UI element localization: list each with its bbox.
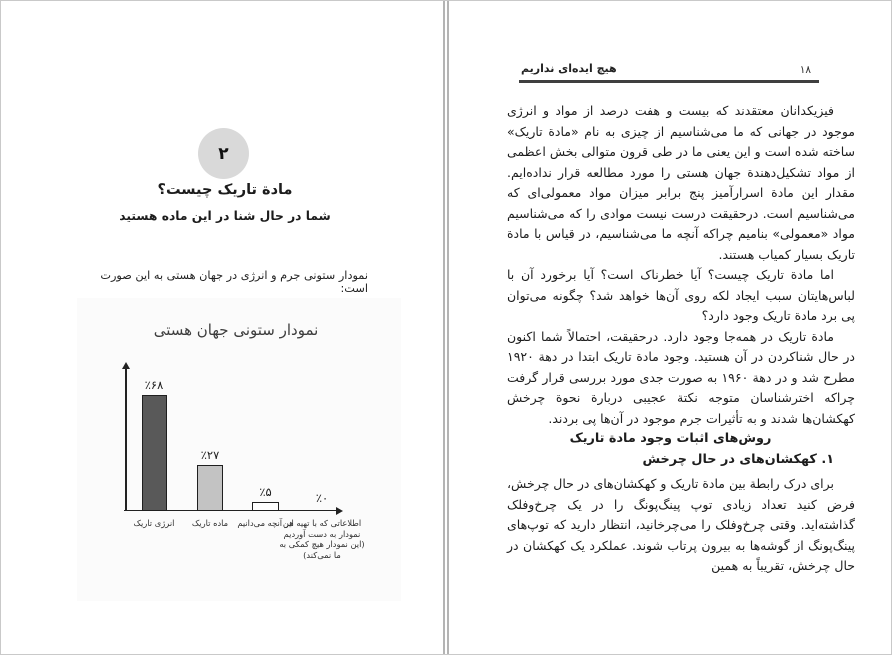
left-page	[1, 1, 443, 655]
section-heading: روش‌های اثبات وجود مادة تاریک	[569, 431, 772, 446]
bar-value-label: ٪۵	[259, 484, 272, 499]
bar-category-label: انرژی تاریک	[133, 518, 175, 528]
bar-category-label: اطلاعاتی که با تهیه این نمودار به دست آوردیم (این نمودار هیچ کمکی به ما نمی‌کند)	[279, 518, 365, 560]
y-axis-arrow-icon	[122, 362, 130, 369]
chart-bar	[142, 395, 167, 511]
bar-value-label: ٪۰	[315, 491, 329, 505]
chapter-subtitle: شما در حال شنا در این ماده هستید	[119, 209, 331, 223]
subsection-heading: ۱. کهکشان‌های در حال چرخش	[642, 451, 834, 467]
bar-value-label: ٪۶۸	[144, 377, 164, 392]
paragraph: برای درک رابطة بین مادة تاریک و کهکشان‌های در حال چرخش، فرض کنید تعداد زیادی توپ پینگ‌پونگ را در یک چرخ‌وفلک گذاشته‌اید. وقتی چرخ‌وفلک را می‌چرخانید، انتظار دارید که توپ‌های پینگ‌پونگ از گوشه‌ها به بیرون پرتاب شوند. عملکرد یک کهکشان در حال چرخش، تقریباً به همین	[507, 476, 855, 573]
running-header-title: هیچ ایده‌ای نداریم	[521, 62, 617, 75]
x-axis-arrow-icon	[336, 507, 343, 515]
right-page	[449, 1, 892, 655]
header-rule	[519, 80, 819, 83]
y-axis	[125, 369, 127, 511]
paragraph: مادة تاریک در همه‌جا وجود دارد. درحقیقت، احتمالاً شما اکنون در حال شناکردن در آن هستید. وجود مادة تاریک ابتدا در دهة ۱۹۲۰ مطرح شد و در دهة ۱۹۶۰ به صورت جدی مورد بررسی قرار گرفت چراکه اخترشناسان متوجه نکتة عجیبی دربارة نحوة چرخش کهکشان‌ها شدند و به تأثیرات جرم موجود در آن‌ها پی بردند.	[507, 328, 855, 426]
chapter-number-badge	[198, 128, 249, 179]
paragraph: فیزیکدانان معتقدند که بیست و هفت درصد از مواد و انرژی موجود در جهانی که ما می‌شناسیم از چیزی به نام «مادة تاریک» ساخته شده است و این یعنی ما در طی قرون متوالی بخش اعظمی از مواد تشکیل‌دهندة جهان هستی را مورد مطالعه قرار نداده‌ایم. مقدار این مادة اسرارآمیز پنج برابر میزان مواد معمولی‌ای که می‌شناسیم است. درحقیقت درست نیست موادی را که می‌شناسیم مواد «معمولی» بنامیم چراکه آنچه ما می‌شناسیم، در قیاس با مادة تاریک بسیار کمیاب هستند.	[507, 103, 855, 262]
paragraph: اما مادة تاریک چیست؟ آیا خطرناک است؟ آیا برخورد آن با لباس‌هایتان سبب ایجاد لکه روی آن‌ها خواهد شد؟ چگونه می‌توان پی برد مادة تاریک وجود دارد؟	[507, 267, 855, 323]
bar-category-label: ماده تاریک	[191, 518, 229, 528]
chart-bar	[197, 465, 223, 511]
chart-title: نمودار ستونی جهان هستی	[153, 321, 319, 339]
chapter-title: مادة تاریک چیست؟	[157, 182, 293, 198]
bar-category-label: هر آنچه می‌دانیم	[237, 518, 294, 528]
figure-caption: نمودار ستونی جرم و انرژی در جهان هستی به این صورت است:	[100, 269, 368, 295]
chart-bar	[252, 502, 279, 511]
chapter-number: ۲	[218, 143, 229, 164]
bar-value-label: ٪۲۷	[200, 447, 220, 462]
body-text	[507, 101, 855, 577]
page-number: ۱۸	[799, 63, 811, 76]
